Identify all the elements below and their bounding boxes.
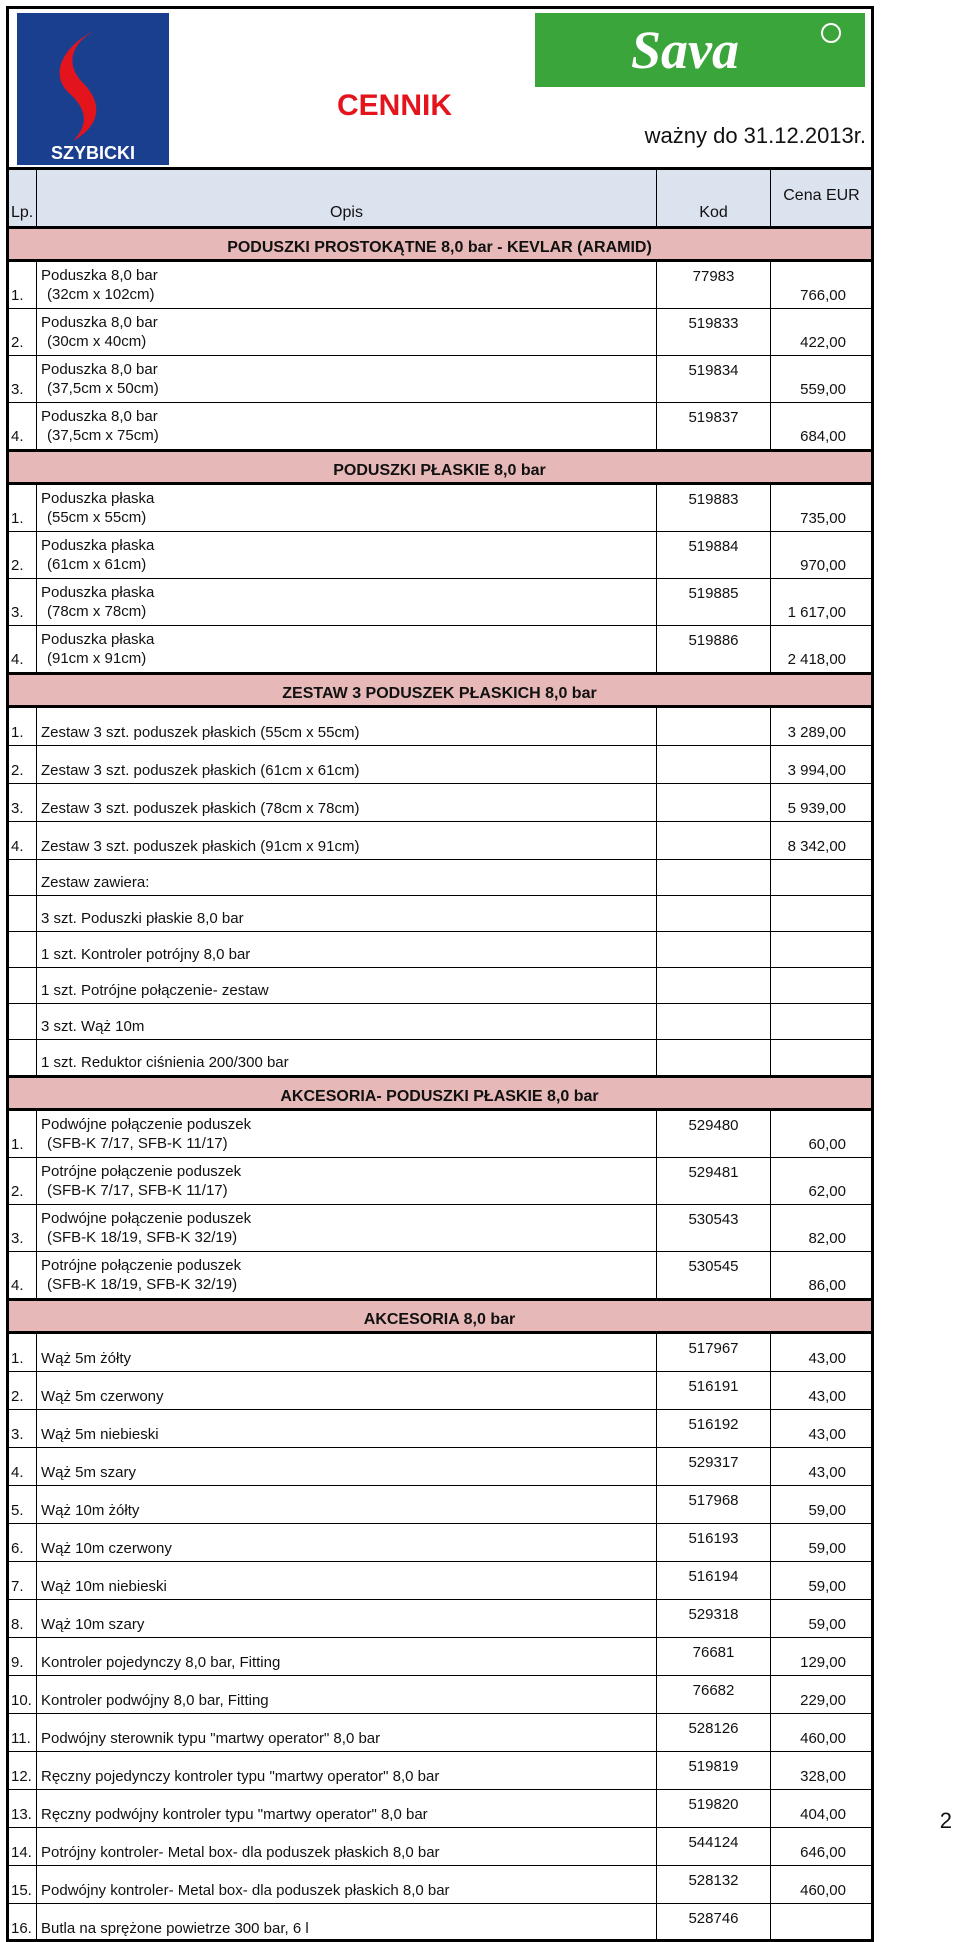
row-number: 2.: [7, 532, 37, 579]
row-code: 519837: [657, 403, 771, 451]
row-description: Wąż 10m czerwony: [37, 1524, 657, 1562]
blank-cell: [657, 1004, 771, 1040]
page-number: 2: [939, 1808, 952, 1833]
row-price: 43,00: [771, 1333, 873, 1372]
row-price: 3 994,00: [771, 746, 873, 784]
row-description-line1: Poduszka 8,0 bar: [41, 361, 158, 378]
row-description-line2: (SFB-K 18/19, SFB-K 32/19): [47, 1276, 238, 1293]
row-description-line2: (30cm x 40cm): [47, 333, 147, 350]
row-number: 4.: [7, 1448, 37, 1486]
section-title: AKCESORIA- PODUSZKI PŁASKIE 8,0 bar: [7, 1077, 873, 1110]
row-description-line2: (SFB-K 7/17, SFB-K 11/17): [47, 1182, 228, 1199]
row-code: 530543: [657, 1205, 771, 1252]
section-title: PODUSZKI PROSTOKĄTNE 8,0 bar - KEVLAR (ARAMID): [7, 228, 873, 261]
row-code: [657, 784, 771, 822]
blank-cell: [657, 860, 771, 896]
row-code: [657, 822, 771, 860]
row-price: 766,00: [771, 261, 873, 309]
section-header: [7, 451, 873, 484]
blank-cell: [657, 932, 771, 968]
row-price: 2 418,00: [771, 626, 873, 674]
table-row: [7, 1524, 873, 1562]
row-price: 970,00: [771, 532, 873, 579]
row-number: 9.: [7, 1638, 37, 1676]
row-number: 4.: [7, 1252, 37, 1300]
row-description: Wąż 5m niebieski: [37, 1410, 657, 1448]
row-number: 4.: [7, 822, 37, 860]
row-description: Ręczny podwójny kontroler typu "martwy operator" 8,0 bar: [37, 1790, 657, 1828]
price-list-sheet: [6, 6, 872, 1942]
row-number: 2.: [7, 309, 37, 356]
row-description-line2: (91cm x 91cm): [47, 650, 147, 667]
row-code: 519819: [657, 1752, 771, 1790]
row-number: 1.: [7, 1333, 37, 1372]
row-description-line1: Poduszka płaska: [41, 584, 155, 601]
row-price: 59,00: [771, 1524, 873, 1562]
table-row: [7, 626, 873, 674]
row-price: 460,00: [771, 1866, 873, 1904]
row-price: 422,00: [771, 309, 873, 356]
row-description-line1: Potrójne połączenie poduszek: [41, 1257, 242, 1274]
row-code: 516194: [657, 1562, 771, 1600]
section-title: ZESTAW 3 PODUSZEK PŁASKICH 8,0 bar: [7, 674, 873, 707]
row-description: [37, 1205, 657, 1252]
header-row: [7, 7, 873, 169]
row-description: Podwójny sterownik typu "martwy operator" 8,0 bar: [37, 1714, 657, 1752]
row-description-line1: Poduszka płaska: [41, 631, 155, 648]
row-number: 4.: [7, 403, 37, 451]
set-contents-row: [7, 1004, 873, 1040]
set-contents-item: 3 szt. Poduszki płaskie 8,0 bar: [37, 896, 657, 932]
set-contents-row: [7, 896, 873, 932]
row-description-line2: (SFB-K 7/17, SFB-K 11/17): [47, 1135, 228, 1152]
row-description: Zestaw 3 szt. poduszek płaskich (55cm x 55cm): [37, 707, 657, 746]
row-code: 519886: [657, 626, 771, 674]
set-contents-row: [7, 860, 873, 896]
row-code: 529481: [657, 1158, 771, 1205]
blank-cell: [7, 896, 37, 932]
row-number: 2.: [7, 746, 37, 784]
row-price: 735,00: [771, 484, 873, 532]
row-description: Wąż 5m szary: [37, 1448, 657, 1486]
row-number: 3.: [7, 784, 37, 822]
row-price: 328,00: [771, 1752, 873, 1790]
table-row: [7, 1752, 873, 1790]
row-number: 3.: [7, 579, 37, 626]
row-code: 519883: [657, 484, 771, 532]
row-price: 229,00: [771, 1676, 873, 1714]
table-row: [7, 1252, 873, 1300]
table-row: [7, 1333, 873, 1372]
row-number: 3.: [7, 356, 37, 403]
row-description: [37, 1252, 657, 1300]
section-title: AKCESORIA 8,0 bar: [7, 1300, 873, 1333]
row-code: 519820: [657, 1790, 771, 1828]
page-title: CENNIK: [337, 89, 453, 122]
section-header: [7, 228, 873, 261]
section-header: [7, 1077, 873, 1110]
table-row: [7, 579, 873, 626]
row-number: 10.: [7, 1676, 37, 1714]
row-price: 82,00: [771, 1205, 873, 1252]
table-row: [7, 1600, 873, 1638]
table-row: [7, 1676, 873, 1714]
row-code: 519885: [657, 579, 771, 626]
row-description: Zestaw 3 szt. poduszek płaskich (91cm x 91cm): [37, 822, 657, 860]
column-header-row: [7, 169, 873, 228]
row-description-line1: Poduszka 8,0 bar: [41, 314, 158, 331]
table-row: [7, 1828, 873, 1866]
row-description: [37, 1158, 657, 1205]
row-price: 5 939,00: [771, 784, 873, 822]
row-description-line1: Potrójne połączenie poduszek: [41, 1163, 242, 1180]
row-price: 59,00: [771, 1562, 873, 1600]
row-number: 1.: [7, 707, 37, 746]
row-number: 2.: [7, 1372, 37, 1410]
row-description: Wąż 10m niebieski: [37, 1562, 657, 1600]
row-description: Zestaw 3 szt. poduszek płaskich (61cm x 61cm): [37, 746, 657, 784]
col-desc: Opis: [37, 169, 657, 228]
blank-cell: [7, 932, 37, 968]
row-description-line1: Poduszka 8,0 bar: [41, 408, 158, 425]
row-description-line2: (32cm x 102cm): [47, 286, 155, 303]
row-number: 1.: [7, 261, 37, 309]
row-price: 62,00: [771, 1158, 873, 1205]
row-number: 4.: [7, 626, 37, 674]
validity-note: ważny do 31.12.2013r.: [644, 123, 866, 148]
table-row: [7, 1158, 873, 1205]
price-table: [6, 6, 873, 1942]
row-description: [37, 356, 657, 403]
row-number: 6.: [7, 1524, 37, 1562]
row-code: 76681: [657, 1638, 771, 1676]
row-price: [771, 1904, 873, 1942]
row-price: 1 617,00: [771, 579, 873, 626]
row-description: [37, 579, 657, 626]
section-header: [7, 1300, 873, 1333]
row-number: 3.: [7, 1205, 37, 1252]
table-row: [7, 1866, 873, 1904]
blank-cell: [771, 860, 873, 896]
row-code: 77983: [657, 261, 771, 309]
row-code: 528126: [657, 1714, 771, 1752]
row-price: 60,00: [771, 1110, 873, 1158]
row-code: 519833: [657, 309, 771, 356]
col-price: Cena EUR: [771, 169, 873, 228]
col-code: Kod: [657, 169, 771, 228]
row-number: 1.: [7, 484, 37, 532]
set-contents-item: 1 szt. Kontroler potrójny 8,0 bar: [37, 932, 657, 968]
row-description: Butla na sprężone powietrze 300 bar, 6 l: [37, 1904, 657, 1942]
table-row: [7, 1790, 873, 1828]
row-description-line2: (SFB-K 18/19, SFB-K 32/19): [47, 1229, 238, 1246]
row-price: 460,00: [771, 1714, 873, 1752]
row-description: Kontroler podwójny 8,0 bar, Fitting: [37, 1676, 657, 1714]
row-number: 5.: [7, 1486, 37, 1524]
row-number: 15.: [7, 1866, 37, 1904]
row-code: 528132: [657, 1866, 771, 1904]
row-price: 43,00: [771, 1448, 873, 1486]
table-row: [7, 261, 873, 309]
row-description: [37, 403, 657, 451]
row-code: 516192: [657, 1410, 771, 1448]
row-code: 76682: [657, 1676, 771, 1714]
row-description: Wąż 10m szary: [37, 1600, 657, 1638]
table-row: [7, 309, 873, 356]
table-row: [7, 784, 873, 822]
table-row: [7, 1110, 873, 1158]
blank-cell: [657, 896, 771, 932]
row-code: [657, 746, 771, 784]
row-description: Zestaw 3 szt. poduszek płaskich (78cm x 78cm): [37, 784, 657, 822]
row-number: 12.: [7, 1752, 37, 1790]
row-description: [37, 309, 657, 356]
row-price: 129,00: [771, 1638, 873, 1676]
blank-cell: [771, 932, 873, 968]
row-description-line1: Poduszka płaska: [41, 537, 155, 554]
logo-right-label: Sava: [631, 20, 739, 80]
row-number: 13.: [7, 1790, 37, 1828]
row-code: 544124: [657, 1828, 771, 1866]
set-contents-item: Zestaw zawiera:: [37, 860, 657, 896]
row-description: [37, 626, 657, 674]
row-description: Wąż 10m żółty: [37, 1486, 657, 1524]
blank-cell: [657, 968, 771, 1004]
table-row: [7, 1486, 873, 1524]
row-description: Ręczny pojedynczy kontroler typu "martwy operator" 8,0 bar: [37, 1752, 657, 1790]
blank-cell: [7, 1004, 37, 1040]
table-row: [7, 1448, 873, 1486]
row-description-line1: Poduszka płaska: [41, 490, 155, 507]
row-price: 3 289,00: [771, 707, 873, 746]
row-description-line1: Podwójne połączenie poduszek: [41, 1116, 252, 1133]
table-row: [7, 1410, 873, 1448]
section-title: PODUSZKI PŁASKIE 8,0 bar: [7, 451, 873, 484]
set-contents-row: [7, 968, 873, 1004]
blank-cell: [771, 1004, 873, 1040]
table-row: [7, 532, 873, 579]
row-price: 404,00: [771, 1790, 873, 1828]
row-price: 684,00: [771, 403, 873, 451]
row-description: [37, 261, 657, 309]
row-price: 559,00: [771, 356, 873, 403]
row-number: 8.: [7, 1600, 37, 1638]
table-row: [7, 1904, 873, 1942]
set-contents-item: 3 szt. Wąż 10m: [37, 1004, 657, 1040]
row-description: Wąż 5m czerwony: [37, 1372, 657, 1410]
row-description: Podwójny kontroler- Metal box- dla poduszek płaskich 8,0 bar: [37, 1866, 657, 1904]
logo-left-label: SZYBICKI: [50, 143, 136, 163]
row-description-line2: (37,5cm x 50cm): [47, 380, 159, 397]
table-row: [7, 707, 873, 746]
szybicki-logo: [17, 13, 169, 165]
row-description: Wąż 5m żółty: [37, 1333, 657, 1372]
table-row: [7, 356, 873, 403]
row-description: Kontroler pojedynczy 8,0 bar, Fitting: [37, 1638, 657, 1676]
row-description-line2: (37,5cm x 75cm): [47, 427, 159, 444]
row-description-line1: Poduszka 8,0 bar: [41, 267, 158, 284]
row-code: 517968: [657, 1486, 771, 1524]
blank-cell: [771, 968, 873, 1004]
row-code: 528746: [657, 1904, 771, 1942]
row-code: 529318: [657, 1600, 771, 1638]
row-price: 59,00: [771, 1486, 873, 1524]
row-number: 14.: [7, 1828, 37, 1866]
col-lp: Lp.: [7, 169, 37, 228]
row-price: 43,00: [771, 1410, 873, 1448]
row-number: 3.: [7, 1410, 37, 1448]
table-row: [7, 1205, 873, 1252]
table-row: [7, 484, 873, 532]
set-contents-item: 1 szt. Potrójne połączenie- zestaw: [37, 968, 657, 1004]
row-description-line1: Podwójne połączenie poduszek: [41, 1210, 252, 1227]
set-contents-row: [7, 1040, 873, 1077]
row-price: 86,00: [771, 1252, 873, 1300]
blank-cell: [7, 860, 37, 896]
row-code: 530545: [657, 1252, 771, 1300]
table-row: [7, 746, 873, 784]
row-number: 7.: [7, 1562, 37, 1600]
row-code: 529480: [657, 1110, 771, 1158]
row-description: [37, 1110, 657, 1158]
table-row: [7, 1638, 873, 1676]
row-description: [37, 532, 657, 579]
row-number: 11.: [7, 1714, 37, 1752]
row-description-line2: (78cm x 78cm): [47, 603, 147, 620]
row-code: 519834: [657, 356, 771, 403]
blank-cell: [7, 1040, 37, 1077]
table-row: [7, 822, 873, 860]
row-price: 8 342,00: [771, 822, 873, 860]
row-number: 2.: [7, 1158, 37, 1205]
blank-cell: [771, 1040, 873, 1077]
row-code: 517967: [657, 1333, 771, 1372]
row-number: 16.: [7, 1904, 37, 1942]
row-code: 516191: [657, 1372, 771, 1410]
row-code: 516193: [657, 1524, 771, 1562]
table-row: [7, 1372, 873, 1410]
set-contents-row: [7, 932, 873, 968]
row-description-line2: (61cm x 61cm): [47, 556, 147, 573]
row-price: 59,00: [771, 1600, 873, 1638]
set-contents-item: 1 szt. Reduktor ciśnienia 200/300 bar: [37, 1040, 657, 1077]
row-number: 1.: [7, 1110, 37, 1158]
row-code: 519884: [657, 532, 771, 579]
row-price: 646,00: [771, 1828, 873, 1866]
sava-logo: [535, 13, 865, 87]
blank-cell: [771, 896, 873, 932]
blank-cell: [7, 968, 37, 1004]
row-price: 43,00: [771, 1372, 873, 1410]
table-row: [7, 1714, 873, 1752]
table-row: [7, 403, 873, 451]
row-code: [657, 707, 771, 746]
table-row: [7, 1562, 873, 1600]
row-code: 529317: [657, 1448, 771, 1486]
section-header: [7, 674, 873, 707]
row-description: Potrójny kontroler- Metal box- dla poduszek płaskich 8,0 bar: [37, 1828, 657, 1866]
blank-cell: [657, 1040, 771, 1077]
row-description-line2: (55cm x 55cm): [47, 509, 147, 526]
row-description: [37, 484, 657, 532]
